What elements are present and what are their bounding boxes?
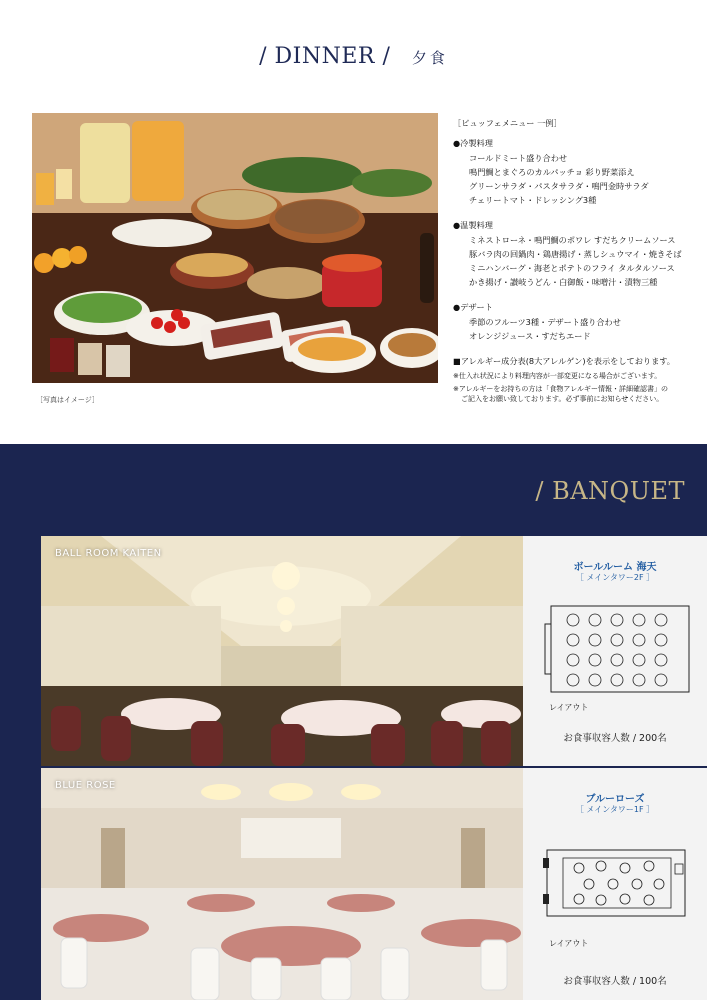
room-photo-label: BALL ROOM KAITEN (55, 548, 162, 559)
menu-item: 鳴門鯛とまぐろのカルパッチョ 彩り野菜添え (469, 167, 635, 177)
note-allergy-line1: ※アレルギーをお持ちの方は「食物アレルギー情報・詳細確認書」の (453, 385, 668, 393)
menu-heading: ［ビュッフェメニュー 一例］ (453, 118, 562, 128)
blue-rose-floor-plan (543, 844, 693, 924)
menu-category-dessert (453, 300, 693, 343)
layout-label: レイアウト (549, 939, 589, 948)
menu-item: 季節のフルーツ3種・デザート盛り合わせ (469, 317, 621, 327)
layout-label: レイアウト (549, 703, 589, 712)
ballroom-kaiten-photo (41, 536, 523, 766)
category-title: ●温製料理 (453, 220, 493, 230)
buffet-illustration (32, 113, 438, 383)
ballroom-illustration (41, 536, 523, 766)
blue-rose-plan (523, 768, 707, 1000)
photo-caption: ［写真はイメージ］ (36, 396, 99, 404)
menu-item: ミネストローネ・鳴門鯛のポワレ すだちクリームソース (469, 235, 676, 245)
buffet-menu (453, 116, 693, 404)
ballroom-floor-plan (543, 604, 693, 694)
room-capacity: お食事収容人数 / 200名 (563, 733, 667, 744)
menu-item: コールドミート盛り合わせ (469, 153, 568, 163)
room-name: ブルーローズ (585, 794, 645, 805)
allergy-notice: ■アレルギー成分表(8大アレルゲン)を表示をしております。 (453, 356, 675, 366)
menu-item: グリーンサラダ・パスタサラダ・鳴門金時サラダ (469, 181, 649, 191)
menu-category-hot (453, 218, 693, 289)
category-title: ●冷製料理 (453, 138, 493, 148)
room-name: ボールルーム 海天 (573, 562, 657, 573)
ballroom-kaiten-plan (523, 536, 707, 766)
menu-item: かき揚げ・讃岐うどん・白御飯・味噌汁・漬物三種 (469, 277, 658, 287)
blue-rose-photo (41, 768, 523, 1000)
room-tower: ［ メインタワー2F ］ (575, 573, 655, 582)
dinner-title (0, 44, 707, 69)
blue-rose-illustration (41, 768, 523, 1000)
room-capacity: お食事収容人数 / 100名 (563, 976, 667, 987)
buffet-photo (32, 113, 438, 383)
note-allergy-line2: ご記入をお願い致しております。必ず事前にお知らせください。 (461, 395, 664, 403)
dinner-title-jp: 夕食 (411, 49, 448, 67)
category-title: ●デザート (453, 302, 493, 312)
menu-category-cold (453, 136, 693, 207)
menu-item: 豚バラ肉の回鍋肉・鶏唐揚げ・蒸しシュウマイ・焼きそば (469, 249, 682, 259)
banquet-title: / BANQUET (535, 477, 685, 505)
menu-item: オレンジジュース・すだちエード (469, 331, 591, 341)
note-ingredients: ※仕入れ状況により料理内容が一部変更になる場合がございます。 (453, 372, 662, 380)
dinner-title-en: / DINNER / (259, 44, 391, 69)
menu-item: ミニハンバーグ・海老とポテトのフライ タルタルソース (469, 263, 675, 273)
menu-item: チェリートマト・ドレッシング3種 (469, 195, 597, 205)
banquet-section (0, 444, 707, 1000)
room-tower: ［ メインタワー1F ］ (575, 805, 655, 814)
room-photo-label: BLUE ROSE (55, 780, 116, 791)
